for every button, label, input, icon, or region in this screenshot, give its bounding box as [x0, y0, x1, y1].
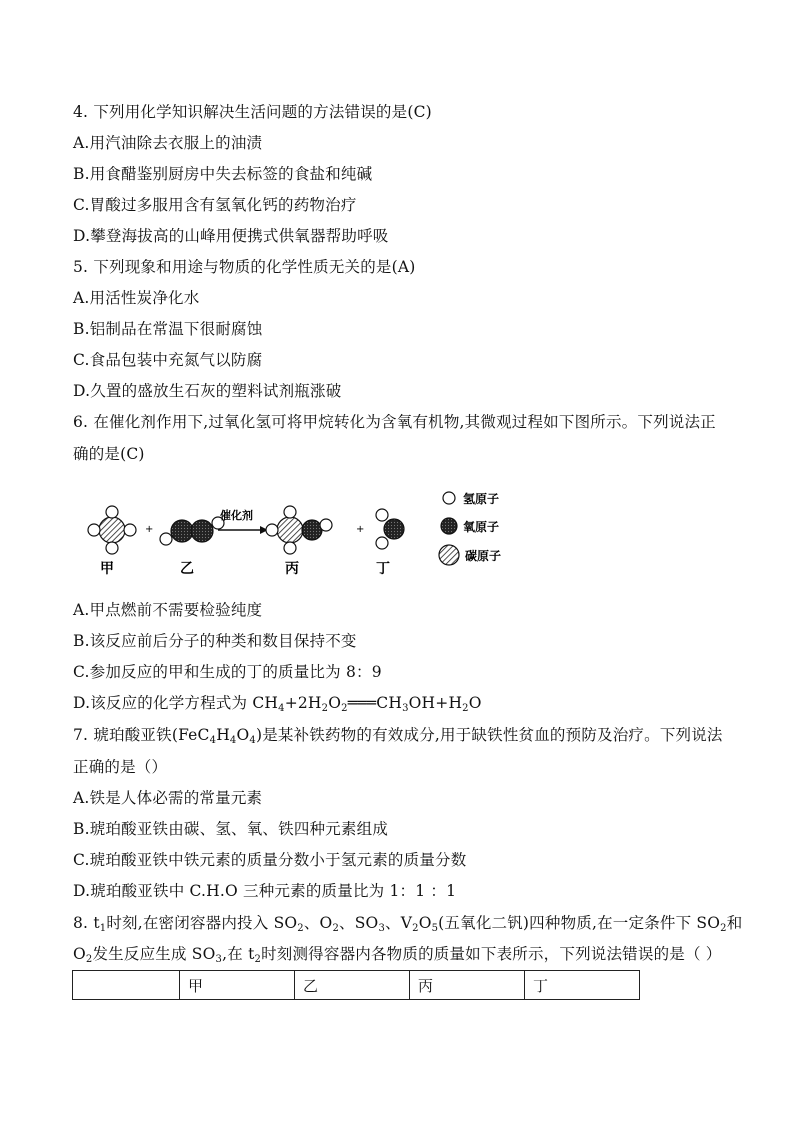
reaction-diagram: [72, 485, 532, 585]
q7-option-d: D.琥珀酸亚铁中 C.H.O 三种元素的质量比为 1：1 ：1: [73, 882, 457, 900]
q8-stem-line1: 8. $t_1$时刻,在密闭容器内投入 $SO_2$、$O_2$、$SO_3$、$V_2O_5$(五氧化二钒)四种物质,在一定条件下 $SO_2$和: [73, 914, 743, 934]
q7-option-b: B.琥珀酸亚铁由碳、氢、氧、铁四种元素组成: [73, 820, 389, 838]
q4-option-c: C.胃酸过多服用含有氢氧化钙的药物治疗: [73, 196, 357, 214]
molecule-yi: [160, 517, 224, 545]
q6-option-d: [73, 693, 482, 719]
q6-option-a: A.甲点燃前不需要检验纯度: [73, 601, 263, 619]
legend-hydrogen: 氢原子: [463, 492, 500, 506]
q7-stem-suffix: )是某补铁药物的有效成分,用于缺铁性贫血的预防及治疗。下列说法: [255, 726, 723, 744]
diagram-legend: [439, 491, 501, 565]
legend-carbon: 碳原子: [465, 549, 502, 563]
q4-option-b: B.用食醋鉴别厨房中失去标签的食盐和纯碱: [73, 165, 373, 183]
oxygen-legend-icon: [441, 518, 457, 534]
label-bing: 丙: [285, 561, 299, 577]
q5-option-a: A.用活性炭净化水: [73, 289, 200, 307]
q5-option-c: C.食品包装中充氮气以防腐: [73, 351, 263, 369]
q4-stem: 4. 下列用化学知识解决生活问题的方法错误的是(C): [73, 103, 432, 121]
legend-oxygen: 氧原子: [463, 520, 500, 534]
q6-equation: $CH_4+2H_2O_2═══CH_3OH+H_2O$: [252, 694, 482, 714]
label-jia: 甲: [100, 561, 114, 577]
label-ding: 丁: [376, 561, 390, 577]
q5-option-b: B.铝制品在常温下很耐腐蚀: [73, 320, 263, 338]
carbon-legend-icon: [439, 545, 459, 565]
q7-stem-line1: [73, 725, 723, 751]
molecule-ding: [376, 509, 404, 549]
q6-option-d-text: D.该反应的化学方程式为: [73, 694, 253, 712]
catalyst-label: 催化剂: [220, 509, 253, 522]
q7-option-c: C.琥珀酸亚铁中铁元素的质量分数小于氢元素的质量分数: [73, 851, 467, 869]
table-header-cell: 乙: [295, 971, 410, 1000]
molecule-bing: [266, 506, 332, 554]
q6-stem-line1: 6. 在催化剂作用下,过氧化氢可将甲烷转化为含氧有机物,其微观过程如下图所示。下列说法正: [73, 413, 716, 431]
q7-stem-line2: 正确的是（）: [73, 758, 168, 776]
q8-stem-line2: $O_2$发生反应生成 $SO_3$,在 $t_2$时刻测得容器内各物质的质量如下表所示，下列说法错误的是（ ）: [73, 945, 722, 965]
q5-stem: 5. 下列现象和用途与物质的化学性质无关的是(A): [73, 258, 416, 276]
label-yi: 乙: [180, 561, 194, 577]
table-header-cell: 丙: [410, 971, 525, 1000]
plus-sign-2: +: [356, 524, 365, 535]
hydrogen-legend-icon: [443, 492, 455, 504]
table-header-cell: 丁: [525, 971, 640, 1000]
q4-option-a: A.用汽油除去衣服上的油渍: [73, 134, 263, 152]
q5-option-d: D.久置的盛放生石灰的塑料试剂瓶涨破: [73, 382, 342, 400]
q7-stem-prefix: 7. 琥珀酸亚铁(: [73, 726, 179, 744]
reaction-arrow: [218, 508, 268, 534]
q6-option-c: C.参加反应的甲和生成的丁的质量比为 8：9: [73, 663, 382, 681]
table-row: [73, 971, 640, 1000]
table-header-cell: [73, 971, 180, 1000]
molecule-jia: [88, 506, 136, 554]
q8-table: [72, 970, 640, 1000]
q6-stem-line2: 确的是(C): [73, 445, 145, 463]
q4-option-d: D.攀登海拔高的山峰用便携式供氧器帮助呼吸: [73, 227, 389, 245]
table-header-cell: 甲: [180, 971, 295, 1000]
q7-option-a: A.铁是人体必需的常量元素: [73, 789, 263, 807]
q7-formula: $FeC_4H_4O_4$: [178, 726, 256, 746]
q6-option-b: B.该反应前后分子的种类和数目保持不变: [73, 632, 357, 650]
plus-sign-1: +: [145, 524, 154, 535]
